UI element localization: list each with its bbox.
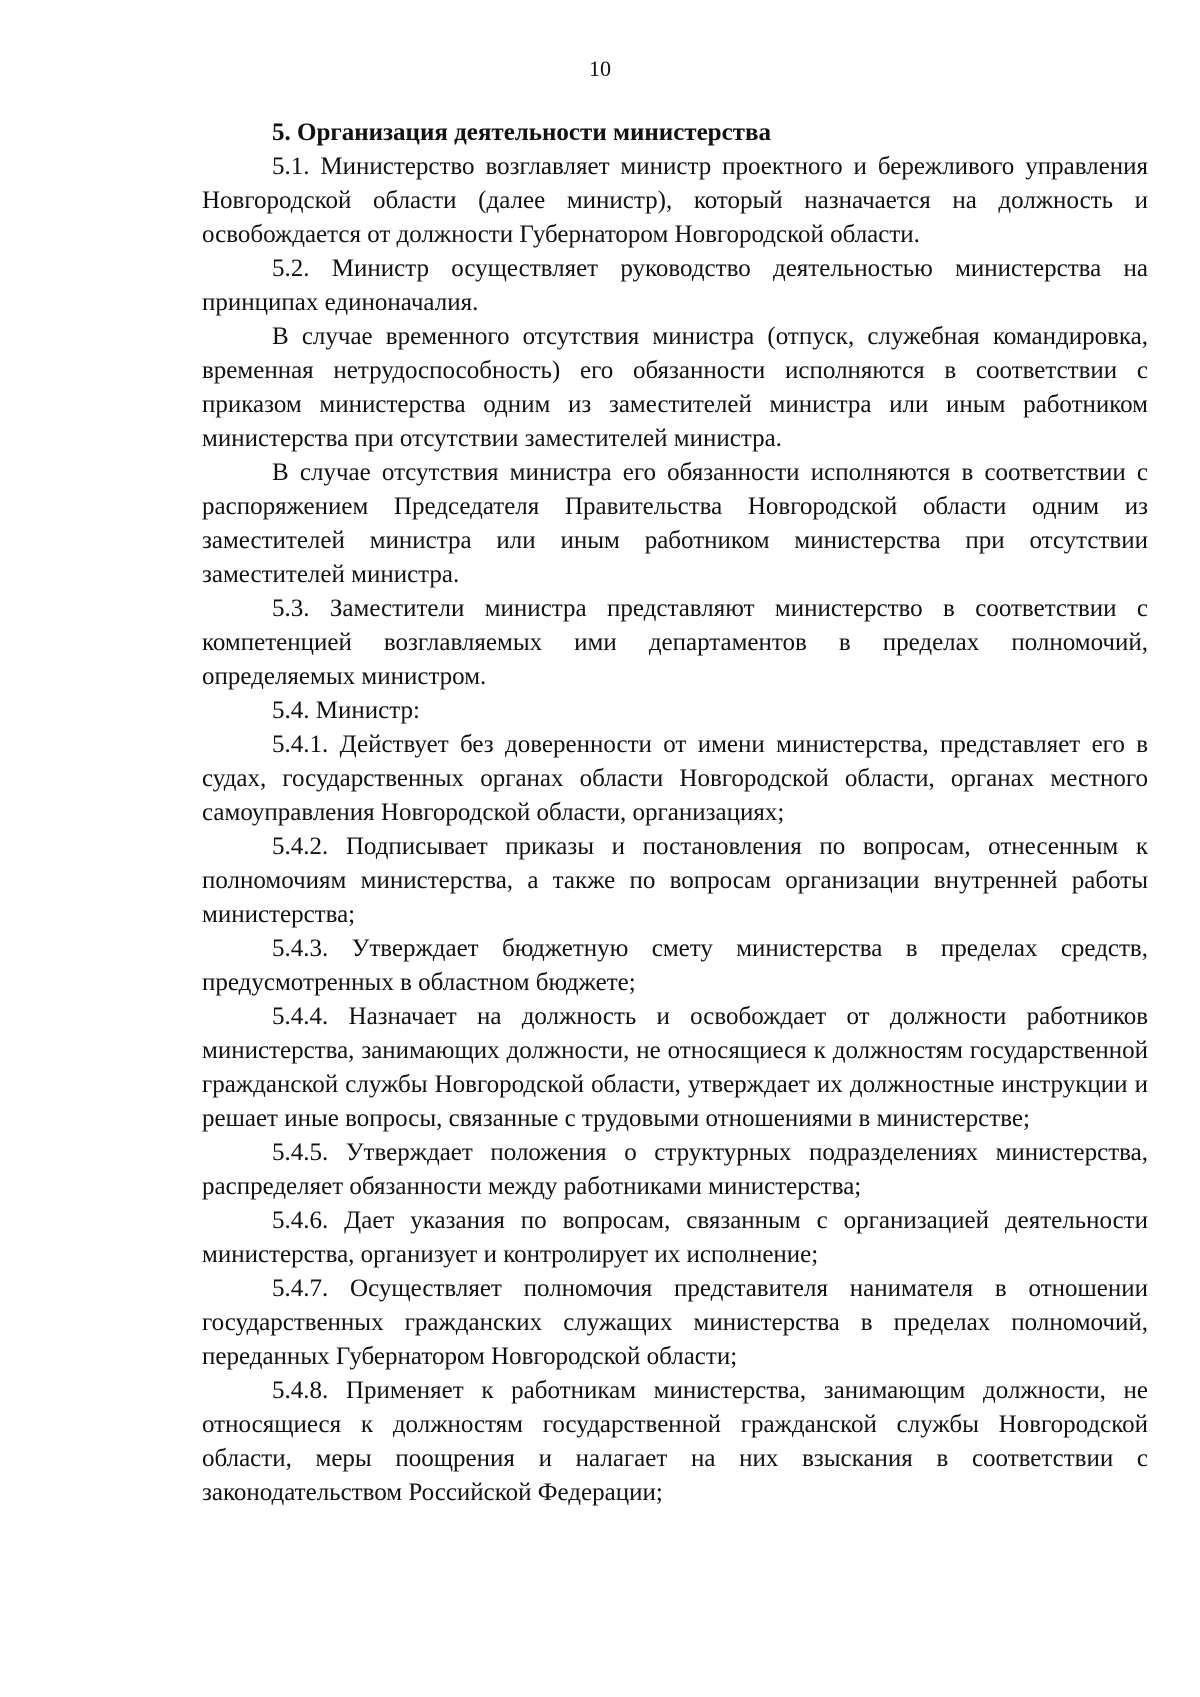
paragraph-5-4-8: 5.4.8. Применяет к работникам министерства, занимающим должности, не относящиеся к должностям государственной гражданской службы Новгородской области, меры поощрения и налагает на них взыскания в соответствии с законодательством Российской Федерации;	[202, 1377, 1148, 1506]
paragraph-temporary-absence: В случае временного отсутствия министра (отпуск, служебная командировка, временная нетрудоспособность) его обязанности исполняются в соответствии с приказом министерства одним из заместителей министра или иным работником министерства при отсутствии заместителей министра.	[202, 323, 1148, 452]
paragraph-absence: В случае отсутствия министра его обязанности исполняются в соответствии с распоряжением Председателя Правительства Новгородской области одним из заместителей министра или иным работником министерства при отсутствии заместителей министра.	[202, 459, 1148, 588]
paragraph-5-1: 5.1. Министерство возглавляет министр проектного и бережливого управления Новгородской области (далее министр), который назначается на должность и освобождается от должности Губернатором Новгородской области.	[202, 153, 1148, 248]
paragraph-5-4-1: 5.4.1. Действует без доверенности от имени министерства, представляет его в судах, государственных органах области Новгородской области, органах местного самоуправления Новгородской области, организациях;	[202, 731, 1148, 826]
page-number: 10	[589, 56, 611, 81]
paragraph-5-4: 5.4. Министр:	[272, 697, 420, 724]
paragraph-5-2: 5.2. Министр осуществляет руководство деятельностью министерства на принципах единоначалия.	[202, 255, 1148, 316]
paragraph-5-4-3: 5.4.3. Утверждает бюджетную смету министерства в пределах средств, предусмотренных в областном бюджете;	[202, 935, 1148, 996]
paragraph-5-4-5: 5.4.5. Утверждает положения о структурных подразделениях министерства, распределяет обязанности между работниками министерства;	[202, 1139, 1148, 1200]
paragraph-5-4-6: 5.4.6. Дает указания по вопросам, связанным с организацией деятельности министерства, организует и контролирует их исполнение;	[202, 1207, 1148, 1268]
paragraph-5-4-2: 5.4.2. Подписывает приказы и постановления по вопросам, отнесенным к полномочиям министерства, а также по вопросам организации внутренней работы министерства;	[202, 833, 1148, 928]
section-heading: 5. Организация деятельности министерства	[272, 119, 771, 146]
paragraph-5-4-4: 5.4.4. Назначает на должность и освобождает от должности работников министерства, занимающих должности, не относящиеся к должностям государственной гражданской службы Новгородской области, утверждает их должностные инструкции и решает иные вопросы, связанные с трудовыми отношениями в министерстве;	[202, 1003, 1148, 1132]
paragraph-5-3: 5.3. Заместители министра представляют министерство в соответствии с компетенцией возглавляемых ими департаментов в пределах полномочий, определяемых министром.	[202, 595, 1148, 690]
document-body	[202, 116, 1148, 1510]
paragraph-5-4-7: 5.4.7. Осуществляет полномочия представителя нанимателя в отношении государственных гражданских служащих министерства в пределах полномочий, переданных Губернатором Новгородской области;	[202, 1275, 1148, 1370]
